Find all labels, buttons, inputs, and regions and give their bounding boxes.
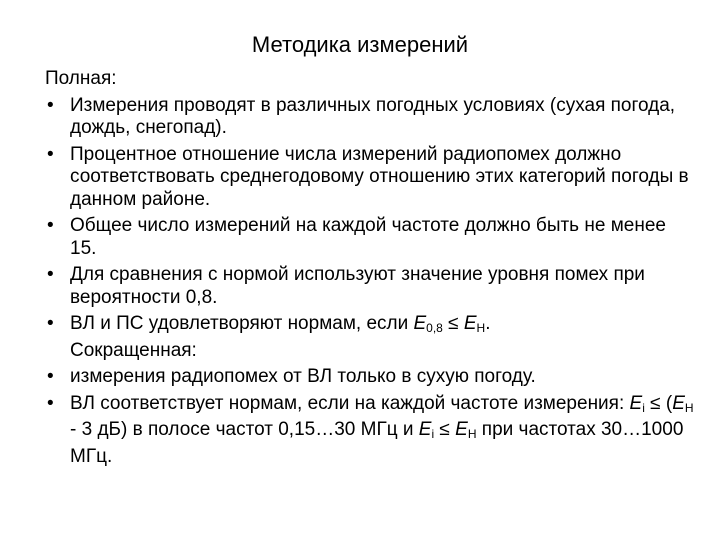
slide-title: Методика измерений <box>251 32 469 57</box>
en-subscript: Н <box>476 321 486 335</box>
ei-subscript: i <box>431 427 435 441</box>
less-equal-sign: ≤ <box>442 313 464 334</box>
list-item-norm-condition <box>45 313 695 340</box>
list-item: • Процентное отношение числа измерений радиопомех должно соответствовать среднегодовому отношению этих категорий погоды в данном районе. <box>45 144 695 212</box>
less-equal-text: ≤ ( <box>644 392 673 414</box>
list-item-frequency-condition <box>45 393 695 469</box>
list-item: • Для сравнения с нормой используют значение уровня помех при вероятности 0,8. <box>45 264 695 309</box>
ei-subscript: i <box>642 400 645 415</box>
e08-symbol: E <box>413 313 427 334</box>
high-band-text: при частотах 30…1000 МГц. <box>70 419 684 467</box>
period: . <box>485 313 491 334</box>
en-symbol: E <box>455 419 468 440</box>
en-subscript: Н <box>467 427 477 441</box>
en-symbol: E <box>463 313 477 334</box>
frequency-condition-text: ВЛ соответствует нормам, если на каждой частоте измерения: <box>70 392 630 414</box>
ei-symbol: E <box>629 392 643 414</box>
en-symbol: E <box>672 392 685 414</box>
band-text: - 3 дБ) в полосе частот 0,15…30 МГц и <box>70 419 419 440</box>
list-item: • измерения радиопомех от ВЛ только в сухую погоду. <box>45 366 695 389</box>
list-item: • Общее число измерений на каждой частоте должно быть не менее 15. <box>45 215 695 260</box>
norm-condition-text: ВЛ и ПС удовлетворяют нормам, если <box>70 313 414 334</box>
ei-symbol: E <box>418 419 432 440</box>
less-equal-sign: ≤ <box>434 419 456 440</box>
e08-subscript: 0,8 <box>426 321 443 335</box>
short-method-heading: Сокращенная: <box>70 339 197 361</box>
list-item: • Измерения проводят в различных погодных условиях (сухая погода, дождь, снегопад). <box>45 95 695 140</box>
en-subscript: Н <box>684 400 694 415</box>
full-method-heading: Полная: <box>45 68 117 89</box>
short-method-list <box>45 366 695 468</box>
full-method-list <box>45 95 695 340</box>
slide-body <box>45 68 695 468</box>
